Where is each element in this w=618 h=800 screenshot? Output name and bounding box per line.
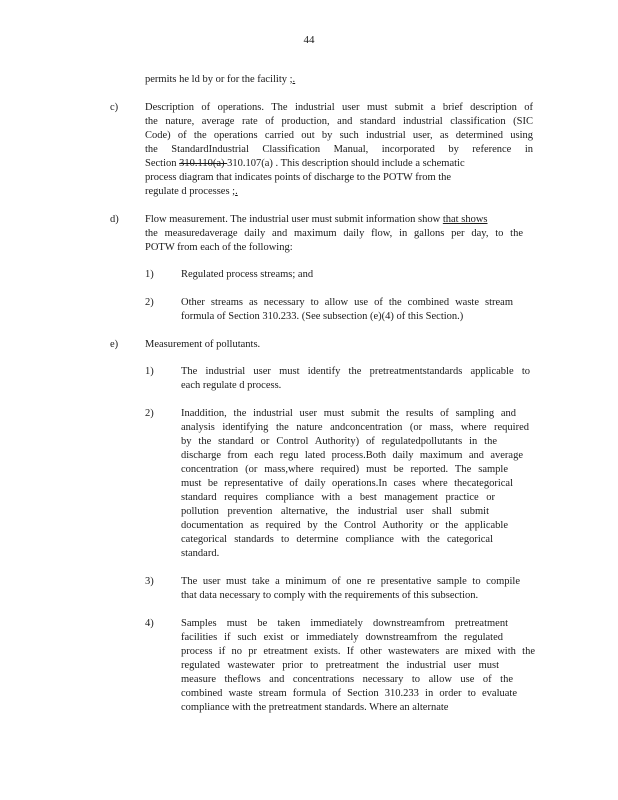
item-e-2-line-8: pollution prevention alternative, the industrial user shall submit bbox=[181, 506, 489, 517]
item-c-line-3: Code) of the operations carried out by such industrial user, as determined using bbox=[145, 130, 533, 141]
item-d-line-2: the measuredaverage daily and maximum daily flow, in gallons per day, to the bbox=[145, 228, 523, 239]
item-e-3-line-1: The user must take a minimum of one re presentative sample to compile bbox=[181, 576, 520, 587]
item-c-line-7-tail: . bbox=[235, 186, 238, 197]
item-c-line-7-text: regulate d processes ; bbox=[145, 186, 236, 197]
item-c-section-struck: 310.110(a) bbox=[179, 158, 228, 169]
item-e-label: e) bbox=[110, 339, 119, 350]
item-c-line-5 bbox=[145, 157, 465, 171]
intro-tail: . bbox=[292, 74, 296, 85]
page-number: 44 bbox=[303, 34, 315, 46]
item-e-2-line-3: by the standard or Control Authority) of regulatedpollutants in the bbox=[181, 436, 497, 447]
item-d-line-1-underlined: that shows bbox=[442, 214, 488, 225]
item-c-section-prefix: Section bbox=[145, 158, 180, 169]
item-e-4-line-4: regulated wastewater prior to pretreatment the industrial user must bbox=[181, 660, 499, 671]
item-d-line-1-text: Flow measurement. The industrial user must submit information show bbox=[145, 214, 443, 225]
item-e-4-line-1: Samples must be taken immediately downstreamfrom pretreatment bbox=[181, 618, 508, 629]
item-d-2-line-1: Other streams as necessary to allow use of the combined waste stream bbox=[181, 297, 513, 308]
item-e-4-line-7: compliance with the pretreatment standards. Where an alternate bbox=[181, 702, 449, 713]
item-c-line-4: the StandardIndustrial Classification Manual, incorporated by reference in bbox=[145, 144, 533, 155]
item-d-2-line-2: formula of Section 310.233. (See subsection (e)(4) of this Section.) bbox=[181, 311, 464, 322]
item-e-2-line-7: standard requires compliance with a best management practice or bbox=[181, 492, 495, 503]
item-d-line-1 bbox=[145, 213, 487, 227]
item-e-1-line-1: The industrial user must identify the pretreatmentstandards applicable to bbox=[181, 366, 530, 377]
item-c-line-6: process diagram that indicates points of discharge to the POTW from the bbox=[145, 172, 452, 183]
item-e-2-line-11: standard. bbox=[181, 548, 220, 559]
item-c-line-1: Description of operations. The industrial user must submit a brief description of bbox=[145, 102, 533, 113]
item-e-2-line-5: concentration (or mass,where required) must be reported. The sample bbox=[181, 464, 508, 475]
item-e-1-line-2: each regulate d process. bbox=[181, 380, 282, 391]
item-c-line-2: the nature, average rate of production, and standard industrial classification (SIC bbox=[145, 116, 533, 127]
item-e-1-label: 1) bbox=[145, 366, 154, 377]
item-e-2-line-2: analysis identifying the nature andconcentration (or mass, where required bbox=[181, 422, 529, 433]
item-c-label: c) bbox=[110, 102, 119, 113]
item-e-4-line-3: process if no pr etreatment exists. If other wastewaters are mixed with the bbox=[181, 646, 535, 657]
item-e-2-line-10: categorical standards to determine compliance with the categorical bbox=[181, 534, 493, 545]
item-d-2-label: 2) bbox=[145, 297, 154, 308]
item-e-2-line-6: must be representative of daily operations.In cases where thecategorical bbox=[181, 478, 513, 489]
item-c-section-rest: 310.107(a) . This description should include a schematic bbox=[227, 158, 465, 169]
item-e-3-label: 3) bbox=[145, 576, 154, 587]
intro-text: permits he ld by or for the facility ; bbox=[145, 74, 293, 85]
item-e-2-label: 2) bbox=[145, 408, 154, 419]
item-d-line-3: POTW from each of the following: bbox=[145, 242, 293, 253]
item-e-2-line-1: Inaddition, the industrial user must submit the results of sampling and bbox=[181, 408, 516, 419]
intro-line bbox=[145, 73, 295, 87]
item-d-1-label: 1) bbox=[145, 269, 154, 280]
item-e-4-line-5: measure theflows and concentrations necessary to allow use of the bbox=[181, 674, 513, 685]
item-d-label: d) bbox=[110, 214, 119, 225]
item-e-heading: Measurement of pollutants. bbox=[145, 339, 261, 350]
item-d-1-line-1: Regulated process streams; and bbox=[181, 269, 314, 280]
item-e-2-line-9: documentation as required by the Control Authority or the applicable bbox=[181, 520, 508, 531]
item-e-4-label: 4) bbox=[145, 618, 154, 629]
item-e-4-line-6: combined waste stream formula of Section 310.233 in order to evaluate bbox=[181, 688, 517, 699]
item-e-3-line-2: that data necessary to comply with the requirements of this subsection. bbox=[181, 590, 479, 601]
item-c-line-7 bbox=[145, 185, 238, 199]
item-e-4-line-2: facilities if such exist or immediately downstreamfrom the regulated bbox=[181, 632, 503, 643]
item-e-2-line-4: discharge from each regu lated process.Both daily maximum and average bbox=[181, 450, 523, 461]
